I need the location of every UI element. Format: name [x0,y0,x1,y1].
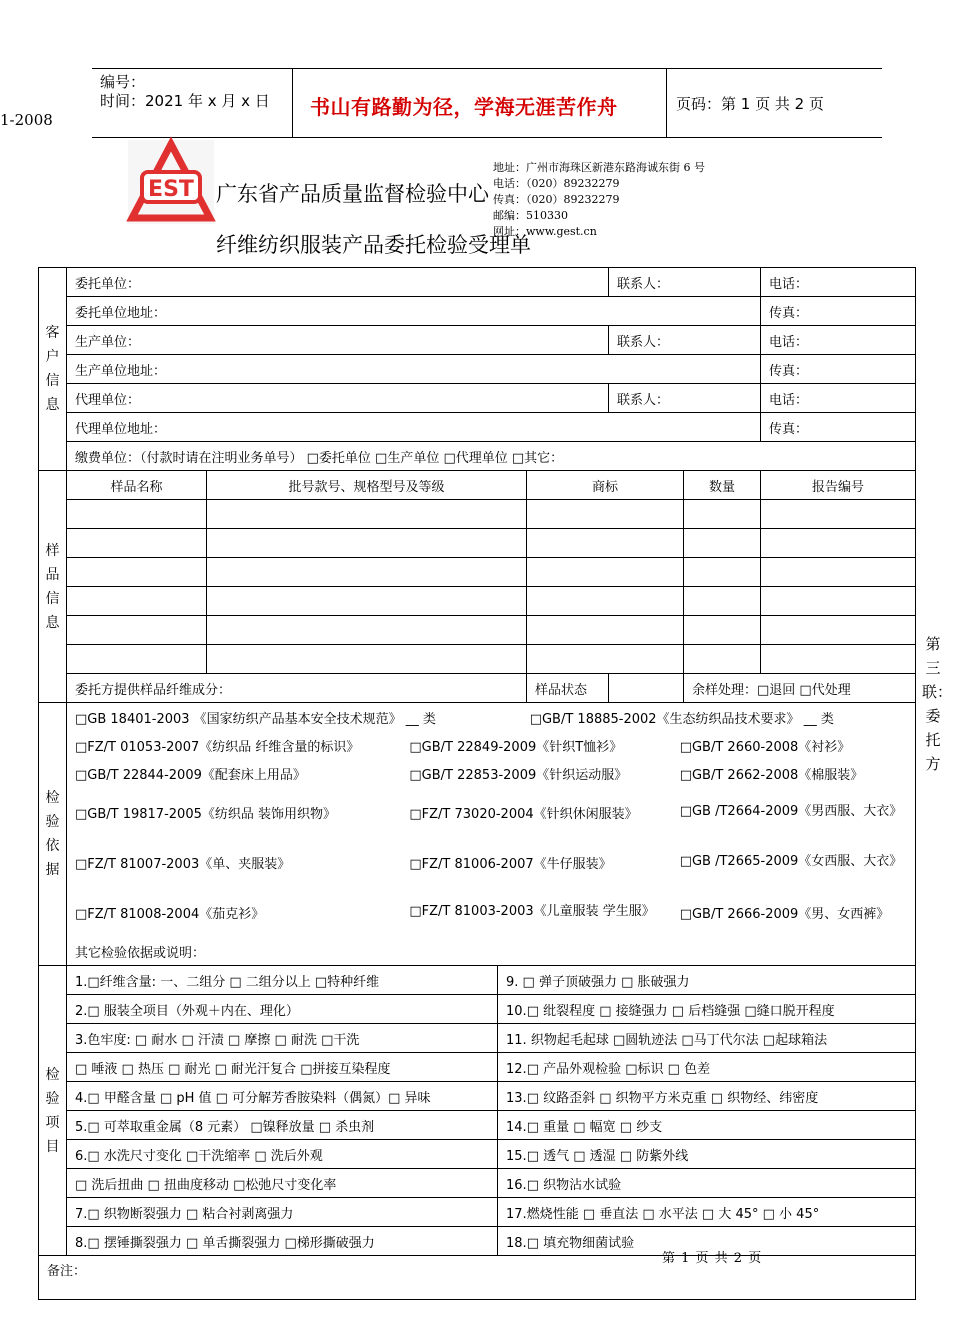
sample-section-label: 样品信息 [39,471,67,703]
test-item[interactable]: 5.□ 可萃取重金属（8 元素） □镍释放量 □ 杀虫剂 [67,1111,498,1140]
test-item[interactable]: 1.□纤维含量: 一、二组分 □ 二组分以上 □特种纤维 [67,966,498,995]
basis-item[interactable]: □GB/T 2660-2008《衬衫》 [679,739,851,755]
svg-text:EST: EST [148,177,194,202]
producer-address-field[interactable]: 生产单位地址： [67,355,761,384]
col-trademark: 商标 [527,471,684,500]
client-unit-field[interactable]: 委托单位： [67,268,609,297]
fiber-composition-field[interactable]: 委托方提供样品纤维成分： [67,674,527,703]
sample-row[interactable] [39,616,916,645]
basis-item[interactable]: □GB/T 22853-2009《针织运动服》 [409,767,628,783]
test-item[interactable]: 13.□ 纹路歪斜 □ 织物平方米克重 □ 织物经、纬密度 [498,1082,916,1111]
basis-item[interactable]: □FZ/T 81007-2003《单、夹服装》 [75,856,291,872]
test-item[interactable]: 9. □ 弹子顶破强力 □ 胀破强力 [498,966,916,995]
entrust-form [38,267,916,1300]
test-item[interactable]: 6.□ 水洗尺寸变化 □干洗缩率 □ 洗后外观 [67,1140,498,1169]
payment-unit-field[interactable]: 缴费单位：（付款时请在注明业务单号） □委托单位 □生产单位 □代理单位 □其它： [67,442,916,471]
agent-contact-field[interactable]: 联系人： [609,384,761,413]
basis-item[interactable]: □GB/T 22844-2009《配套床上用品》 [75,767,306,783]
leftover-handling-field[interactable]: 余样处理：□退回 □代处理 [684,674,916,703]
col-sample-name: 样品名称 [67,471,207,500]
number-label: 编号： [100,73,146,91]
basis-item[interactable]: □GB /T2665-2009《女西服、大衣》 [679,854,903,869]
postcode: 邮编：510330 [493,209,568,222]
basis-section-label: 检验依据 [39,703,67,966]
test-item[interactable]: 8.□ 摆锤撕裂强力 □ 单舌撕裂强力 □梯形撕破强力 [67,1227,498,1256]
test-item[interactable]: 2.□ 服装全项目（外观＋内在、理化） [67,995,498,1024]
phone: 电话：（020）89232279 [493,177,620,190]
time-label: 时间：2021 年 x 月 x 日 [100,92,270,110]
basis-item[interactable]: □FZ/T 81008-2004《茄克衫》 [75,906,265,922]
basis-gb18401[interactable]: □GB 18401-2003 《国家纺织产品基本安全技术规范》 __ 类 [75,711,436,727]
producer-contact-field[interactable]: 联系人： [609,326,761,355]
basis-item[interactable]: □GB/T 19817-2005《纺织品 装饰用织物》 [75,806,336,822]
remarks-field[interactable]: 备注： [39,1256,916,1300]
sample-row[interactable] [39,558,916,587]
org-name: 广东省产品质量监督检验中心 [216,182,489,206]
sample-row[interactable] [39,587,916,616]
test-item[interactable]: 10.□ 纰裂程度 □ 接缝强力 □ 后档缝强 □缝口脱开程度 [498,995,916,1024]
address: 地址：广州市海珠区新港东路海诚东街 6 号 [493,161,705,174]
basis-item[interactable]: □FZ/T 73020-2004《针织休闲服装》 [409,806,638,822]
basis-other-field[interactable]: 其它检验依据或说明： [75,945,206,961]
motto: 书山有路勤为径，学海无涯苦作舟 [310,95,618,119]
est-logo [128,140,214,224]
basis-block [67,703,916,966]
page-label: 页码：第 1 页 共 2 页 [676,95,824,113]
producer-phone-field[interactable]: 电话： [761,326,916,355]
test-item[interactable]: 3.色牢度: □ 耐水 □ 汗渍 □ 摩擦 □ 耐洗 □干洗 [67,1024,498,1053]
page-footer: 第 1 页 共 2 页 [662,1251,763,1266]
col-batch-spec: 批号款号、规格型号及等级 [207,471,527,500]
client-phone-field[interactable]: 电话： [761,268,916,297]
basis-item[interactable]: □FZ/T 81006-2007《牛仔服装》 [409,856,612,872]
test-item[interactable]: 12.□ 产品外观检验 □标识 □ 色差 [498,1053,916,1082]
test-item[interactable]: 11. 织物起毛起球 □圆轨迹法 □马丁代尔法 □起球箱法 [498,1024,916,1053]
test-item[interactable]: □ 洗后扭曲 □ 扭曲度移动 □松弛尺寸变化率 [67,1169,498,1198]
client-address-field[interactable]: 委托单位地址： [67,297,761,326]
form-title: 纤维纺织服装产品委托检验受理单 [216,233,531,257]
sample-row[interactable] [39,645,916,674]
producer-unit-field[interactable]: 生产单位： [67,326,609,355]
test-item[interactable]: 16.□ 织物沾水试验 [498,1169,916,1198]
test-item[interactable]: □ 唾液 □ 热压 □ 耐光 □ 耐光汗复合 □拼接互染程度 [67,1053,498,1082]
agent-fax-field[interactable]: 传真： [761,413,916,442]
side-code: 1-2008 [0,111,53,129]
sample-state-label: 样品状态 [527,674,609,703]
agent-address-field[interactable]: 代理单位地址： [67,413,761,442]
basis-gbt18885[interactable]: □GB/T 18885-2002《生态纺织品技术要求》 __ 类 [529,711,834,727]
client-fax-field[interactable]: 传真： [761,297,916,326]
agent-unit-field[interactable]: 代理单位： [67,384,609,413]
test-item[interactable]: 4.□ 甲醛含量 □ pH 值 □ 可分解芳香胺染料（偶氮）□ 异味 [67,1082,498,1111]
test-item[interactable]: 14.□ 重量 □ 幅宽 □ 纱支 [498,1111,916,1140]
contact-info [493,160,705,240]
basis-item[interactable]: □GB/T 22849-2009《针织T恤衫》 [409,739,623,755]
fax: 传真：（020）89232279 [493,193,620,206]
test-item[interactable]: 18.□ 填充物细菌试验 [498,1227,916,1256]
basis-item[interactable]: □GB/T 2666-2009《男、女西裤》 [679,906,890,922]
sample-row[interactable] [39,529,916,558]
sample-state-field[interactable] [609,674,684,703]
test-item[interactable]: 7.□ 织物断裂强力 □ 粘合衬剥离强力 [67,1198,498,1227]
items-block [67,966,916,1256]
customer-section-label: 客户信息 [39,268,67,471]
website: 网址：www.gest.cn [493,225,597,238]
items-section-label: 检验项目 [39,966,67,1256]
test-item[interactable]: 15.□ 透气 □ 透湿 □ 防紫外线 [498,1140,916,1169]
basis-item[interactable]: □GB /T2664-2009《男西服、大衣》 [679,804,903,819]
sample-row[interactable] [39,500,916,529]
divider [292,69,293,137]
agent-phone-field[interactable]: 电话： [761,384,916,413]
producer-fax-field[interactable]: 传真： [761,355,916,384]
client-contact-field[interactable]: 联系人： [609,268,761,297]
divider [666,69,667,137]
copy-label: 第三联：委托方 [922,635,953,773]
basis-item[interactable]: □FZ/T 01053-2007《纺织品 纤维含量的标识》 [75,739,360,755]
basis-item[interactable]: □GB/T 2662-2008《棉服装》 [679,767,864,783]
header-band [92,68,882,138]
test-item[interactable]: 17.燃烧性能 □ 垂直法 □ 水平法 □ 大 45° □ 小 45° [498,1198,916,1227]
col-report-no: 报告编号 [761,471,916,500]
header-meta [100,73,270,111]
col-quantity: 数量 [684,471,761,500]
basis-item[interactable]: □FZ/T 81003-2003《儿童服装 学生服》 [409,904,655,919]
